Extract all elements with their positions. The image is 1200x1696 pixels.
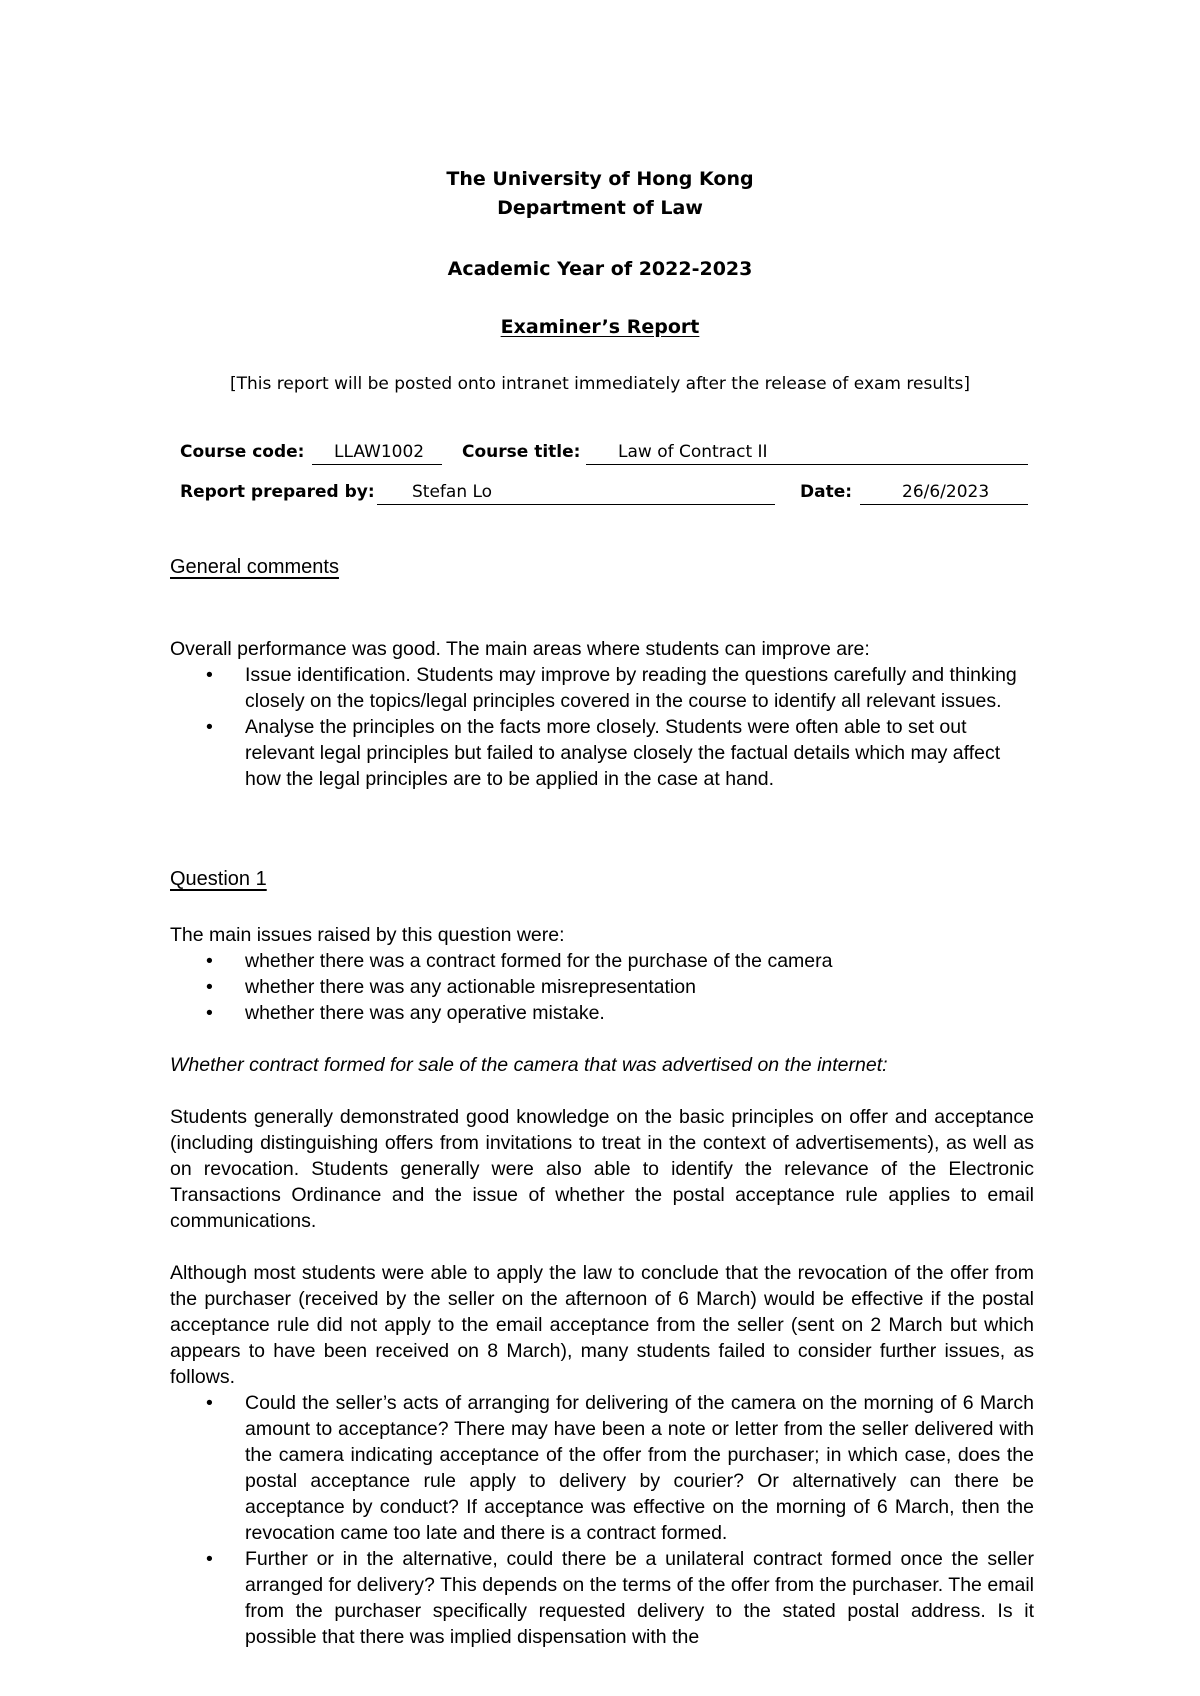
list-item: • whether there was a contract formed for the purchase of the camera bbox=[206, 950, 833, 972]
q1-intro: The main issues raised by this question were: bbox=[170, 924, 565, 946]
prepared-by-label: Report prepared by: bbox=[180, 482, 375, 502]
bullet-icon: • bbox=[206, 1392, 213, 1414]
date-field bbox=[860, 482, 1028, 505]
report-title: Examiner’s Report bbox=[500, 316, 700, 338]
q1-issues-list bbox=[170, 948, 1034, 1026]
list-item: • Issue identification. Students may improve by reading the questions carefully and thinking closely on the topics/legal principles covered in the course to identify all relevant issues. bbox=[206, 664, 1017, 712]
course-row bbox=[180, 442, 1030, 468]
q1-paragraph-2: Although most students were able to apply the law to conclude that the revocation of the offer from the purchaser (received by the seller on the afternoon of 6 March) would be effective if the postal acceptance rule did not apply to the email acceptance from the seller (sent on 2 March but which appears to have been received on 8 March), many students failed to consider further issues, as follows. bbox=[170, 1262, 1034, 1388]
list-item: • Analyse the principles on the facts more closely. Students were often able to set out relevant legal principles but failed to analyse closely the factual details which may affect how the legal principles are to be applied in the case at hand. bbox=[206, 716, 1001, 790]
bullet-icon: • bbox=[206, 664, 213, 686]
posting-note: [This report will be posted onto intranet immediately after the release of exam results] bbox=[230, 374, 970, 394]
q1-paragraph-1: Students generally demonstrated good knowledge on the basic principles on offer and acceptance (including distinguishing offers from invitations to treat in the context of advertisements), as well as on revocation. Students generally were also able to identify the relevance of the Electronic Transactions Ordinance and the issue of whether the postal acceptance rule applies to email communications. bbox=[170, 1106, 1034, 1232]
course-code-field bbox=[312, 442, 442, 465]
department-name: Department of Law bbox=[497, 197, 703, 219]
list-item: • whether there was any operative mistake. bbox=[206, 1002, 605, 1024]
course-title-field bbox=[586, 442, 1028, 465]
bullet-icon: • bbox=[206, 1002, 213, 1024]
prepared-by-value: Stefan Lo bbox=[412, 482, 493, 502]
course-code-value: LLAW1002 bbox=[334, 442, 425, 462]
bullet-icon: • bbox=[206, 950, 213, 972]
academic-year: Academic Year of 2022-2023 bbox=[447, 258, 753, 280]
prepared-row bbox=[180, 482, 1030, 508]
course-code-label: Course code: bbox=[180, 442, 305, 462]
question-1-heading: Question 1 bbox=[170, 868, 267, 890]
date-label: Date: bbox=[800, 482, 853, 502]
bullet-icon: • bbox=[206, 716, 213, 738]
general-intro: Overall performance was good. The main areas where students can improve are: bbox=[170, 638, 870, 660]
general-bullet-list bbox=[170, 662, 1034, 792]
prepared-by-field bbox=[377, 482, 775, 505]
q1-further-issues-list bbox=[170, 1390, 1034, 1650]
course-title-label: Course title: bbox=[462, 442, 581, 462]
list-item: • whether there was any actionable misrepresentation bbox=[206, 976, 696, 998]
bullet-icon: • bbox=[206, 976, 213, 998]
bullet-icon: • bbox=[206, 1548, 213, 1570]
list-item: • Further or in the alternative, could there be a unilateral contract formed once the seller arranged for delivery? This depends on the terms of the offer from the purchaser. The email from the purchaser specifically requested delivery to the stated postal address. Is it possible that there was implied dispensation with the bbox=[206, 1548, 1034, 1648]
general-comments-heading: General comments bbox=[170, 556, 339, 578]
university-name: The University of Hong Kong bbox=[446, 168, 754, 190]
date-value: 26/6/2023 bbox=[902, 482, 990, 502]
q1-subheading: Whether contract formed for sale of the camera that was advertised on the internet: bbox=[170, 1054, 888, 1076]
list-item: • Could the seller’s acts of arranging for delivering of the camera on the morning of 6 March amount to acceptance? There may have been a note or letter from the seller delivered with the camera indicating acceptance of the offer from the purchaser; in which case, does the postal acceptance rule apply to delivery by courier? Or alternatively can there be acceptance by conduct? If acceptance was effective on the morning of 6 March, then the revocation came too late and there is a contract formed. bbox=[206, 1392, 1034, 1544]
course-title-value: Law of Contract II bbox=[618, 442, 768, 462]
